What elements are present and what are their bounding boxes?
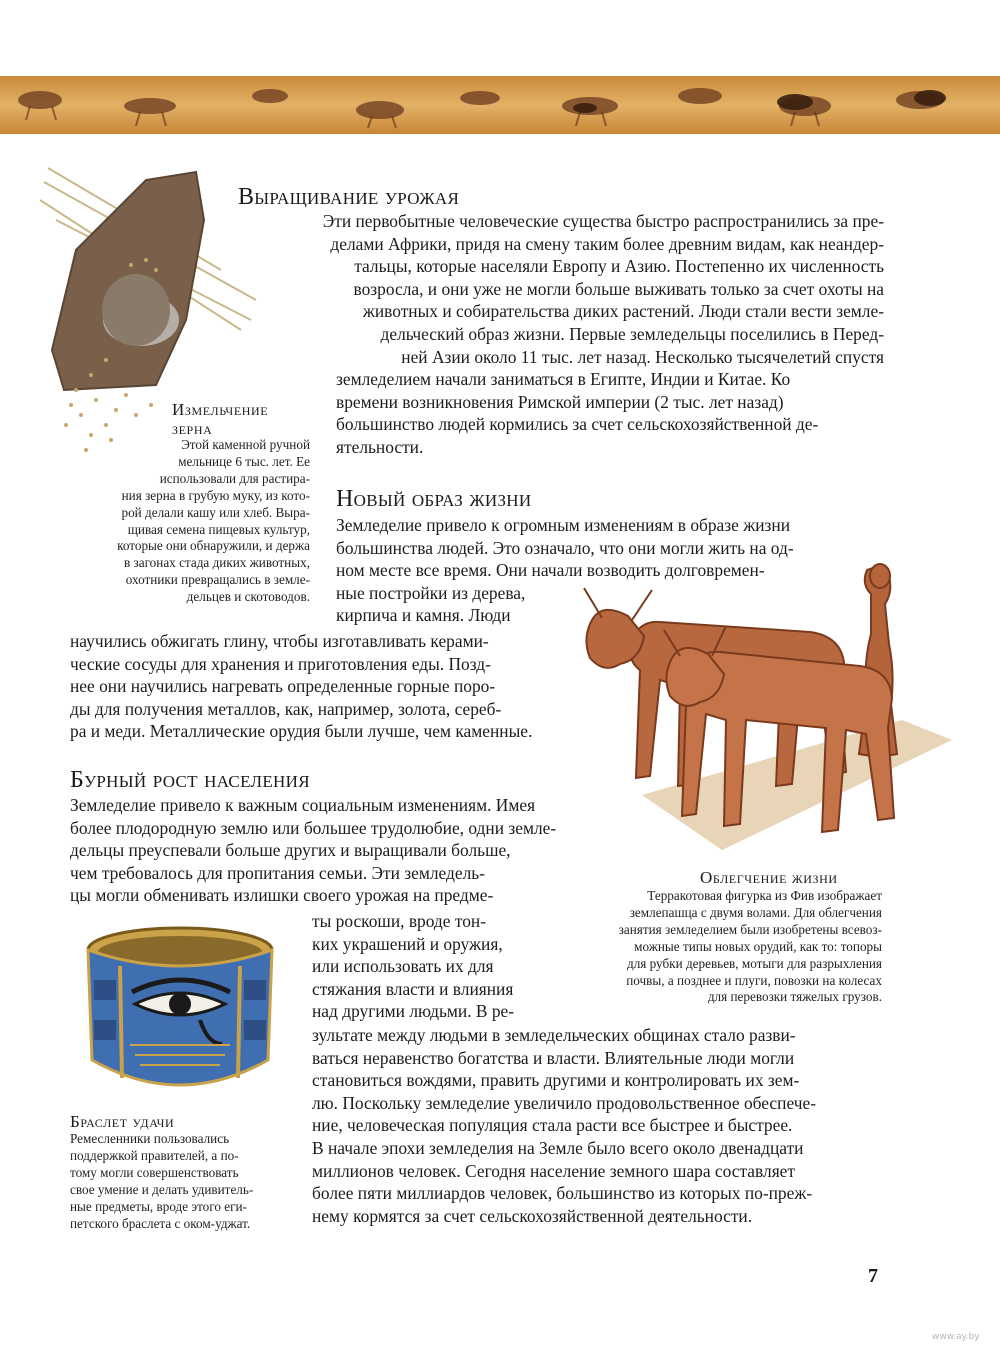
caption-line: Этой каменной ручной bbox=[181, 437, 310, 452]
caption-oxen-title: Облегчение жизни bbox=[700, 868, 838, 887]
caption-line: дельцев и скотоводов. bbox=[186, 589, 310, 605]
text-line: ном месте все время. Они начали возводить долговремен- bbox=[336, 560, 765, 581]
text-line: В начале эпохи земледелия на Земле было всего около двенадцати bbox=[312, 1137, 804, 1158]
caption-line: мельнице 6 тыс. лет. Ее bbox=[178, 453, 310, 469]
section1-text-bottom bbox=[336, 368, 884, 458]
text-line: Эти первобытные человеческие существа быстро распространились за пре- bbox=[322, 211, 884, 231]
text-line: цы могли обменивать излишки своего урожая на предме- bbox=[70, 885, 494, 906]
text-line: стяжания власти и влияния bbox=[312, 978, 514, 999]
text-line: дельческий образ жизни. Первые земледельцы поселились в Перед- bbox=[380, 323, 884, 344]
text-line: возросла, и они уже не могли больше выживать только за счет охоты на bbox=[353, 278, 884, 299]
text-line: ды для получения металлов, как, например, золота, сереб- bbox=[70, 698, 502, 719]
heading-growing-crops: Выращивание урожая bbox=[238, 184, 460, 210]
text-line: ких украшений и оружия, bbox=[312, 933, 503, 954]
text-line: ние, человеческая популяция стала расти все быстрее и быстрее. bbox=[312, 1115, 793, 1136]
caption-line: рой делали кашу или хлеб. Выра- bbox=[121, 504, 310, 520]
section3-text-top bbox=[70, 794, 570, 907]
text-line: ра и меди. Металлические орудия были лучше, чем каменные. bbox=[70, 721, 533, 742]
caption-line: ные предметы, вроде этого еги- bbox=[70, 1198, 247, 1214]
text-line: более пяти миллиардов человек, большинство из которых по-преж- bbox=[312, 1183, 813, 1204]
text-line: нее они научились нагревать определенные горные поро- bbox=[70, 676, 496, 697]
caption-bracelet-title: Браслет удачи bbox=[70, 1112, 175, 1131]
caption-line: которые они обнаружили, и держа bbox=[117, 538, 310, 554]
text-line: дельцы преуспевали больше других и выращивали больше, bbox=[70, 840, 511, 861]
text-line: ней Азии около 11 тыс. лет назад. Несколько тысячелетий спустя bbox=[401, 346, 884, 367]
caption-line: поддержкой правителей, а по- bbox=[70, 1147, 239, 1163]
text-line: миллионов человек. Сегодня население земного шара составляет bbox=[312, 1160, 796, 1181]
text-line: над другими людьми. В ре- bbox=[312, 1001, 515, 1022]
section3-text-bottom bbox=[312, 1024, 884, 1227]
caption-grain-text bbox=[66, 437, 310, 606]
section1-text-top bbox=[242, 210, 884, 368]
caption-line: охотники превращались в земле- bbox=[125, 572, 310, 588]
text-line: чем требовалось для пропитания семьи. Эти земледель- bbox=[70, 862, 485, 883]
text-line: большинство людей кормились за счет сельскохозяйственной де- bbox=[336, 414, 819, 435]
text-line: лю. Поскольку земледелие увеличило продовольственное обеспече- bbox=[312, 1092, 816, 1113]
heading-new-way-of-life: Новый образ жизни bbox=[336, 486, 532, 512]
text-line: кирпича и камня. Люди bbox=[336, 605, 511, 626]
terracotta-oxen-figure-image bbox=[572, 560, 954, 855]
caption-line: Ремесленники пользовались bbox=[70, 1131, 230, 1146]
text-line: ятельности. bbox=[336, 436, 424, 457]
text-line: становиться вождями, править другими и контролировать их зем- bbox=[312, 1070, 800, 1091]
text-line: земледелием начали заниматься в Египте, Индии и Китае. Ко bbox=[336, 369, 791, 389]
page-number: 7 bbox=[868, 1265, 878, 1287]
text-line: времени возникновения Римской империи (2 тыс. лет назад) bbox=[336, 391, 784, 412]
text-line: ты роскоши, вроде тон- bbox=[312, 911, 487, 931]
text-line: тальцы, которые населяли Европу и Азию. Постепенно их численность bbox=[354, 256, 884, 277]
caption-line: свое умение и делать удивитель- bbox=[70, 1181, 254, 1197]
caption-line: почвы, а позднее и плуги, повозки на колесах bbox=[626, 972, 882, 988]
caption-bracelet-text bbox=[70, 1131, 292, 1232]
text-line: зультате между людьми в земледельческих общинах стало разви- bbox=[312, 1025, 796, 1045]
caption-line: для перевозки тяжелых грузов. bbox=[707, 989, 882, 1005]
caption-line: Терракотовая фигурка из Фив изображает bbox=[647, 888, 882, 903]
text-line: научились обжигать глину, чтобы изготавливать керами- bbox=[70, 631, 489, 651]
text-line: Земледелие привело к важным социальным изменениям. Имея bbox=[70, 795, 536, 815]
text-line: большинства людей. Это означало, что они могли жить на од- bbox=[336, 537, 794, 558]
caption-line: можные типы новых орудий, как то: топоры bbox=[634, 938, 882, 954]
text-line: более плодородную землю или большее трудолюбие, одни земле- bbox=[70, 817, 557, 838]
text-line: ные постройки из дерева, bbox=[336, 582, 526, 603]
caption-line: занятия земледелием были изобретены всевоз- bbox=[618, 921, 882, 937]
text-line: животных и собирательства диких растений. Люди стали вести земле- bbox=[362, 301, 884, 322]
caption-line: для рубки деревьев, мотыги для разрыхления bbox=[626, 955, 882, 971]
caption-line: тому могли совершенствовать bbox=[70, 1164, 239, 1180]
caption-line: использовали для растира- bbox=[159, 470, 310, 486]
section3-text-mid bbox=[312, 910, 552, 1023]
text-line: делами Африки, придя на смену таким более древним видам, как неандер- bbox=[330, 233, 884, 254]
section2-text-bottom bbox=[70, 630, 582, 743]
text-line: Земледелие привело к огромным изменениям в образе жизни bbox=[336, 515, 791, 535]
watermark: www.ay.by bbox=[932, 1332, 980, 1342]
text-line: нему кормятся за счет сельскохозяйственной деятельности. bbox=[312, 1205, 753, 1226]
egyptian-bracelet-image bbox=[80, 920, 280, 1098]
caption-grain-title: Измельчение bbox=[172, 400, 269, 419]
cave-painting-banner bbox=[0, 76, 1000, 134]
text-line: ваться неравенство богатства и власти. Влиятельные люди могли bbox=[312, 1047, 795, 1068]
text-line: или использовать их для bbox=[312, 956, 494, 977]
heading-population-growth: Бурный рост населения bbox=[70, 767, 310, 793]
caption-line: петского браслета с оком-уджат. bbox=[70, 1215, 251, 1231]
text-line: ческие сосуды для хранения и приготовления еды. Позд- bbox=[70, 653, 491, 674]
caption-oxen-text bbox=[560, 888, 882, 1006]
caption-line: в загонах стада диких животных, bbox=[124, 555, 310, 571]
caption-line: землепашца с двумя волами. Для облегчения bbox=[629, 904, 882, 920]
caption-line: щивая семена пищевых культур, bbox=[127, 521, 310, 537]
caption-grain-title-2: зерна bbox=[172, 419, 213, 438]
caption-line: ния зерна в грубую муку, из кото- bbox=[121, 487, 310, 503]
